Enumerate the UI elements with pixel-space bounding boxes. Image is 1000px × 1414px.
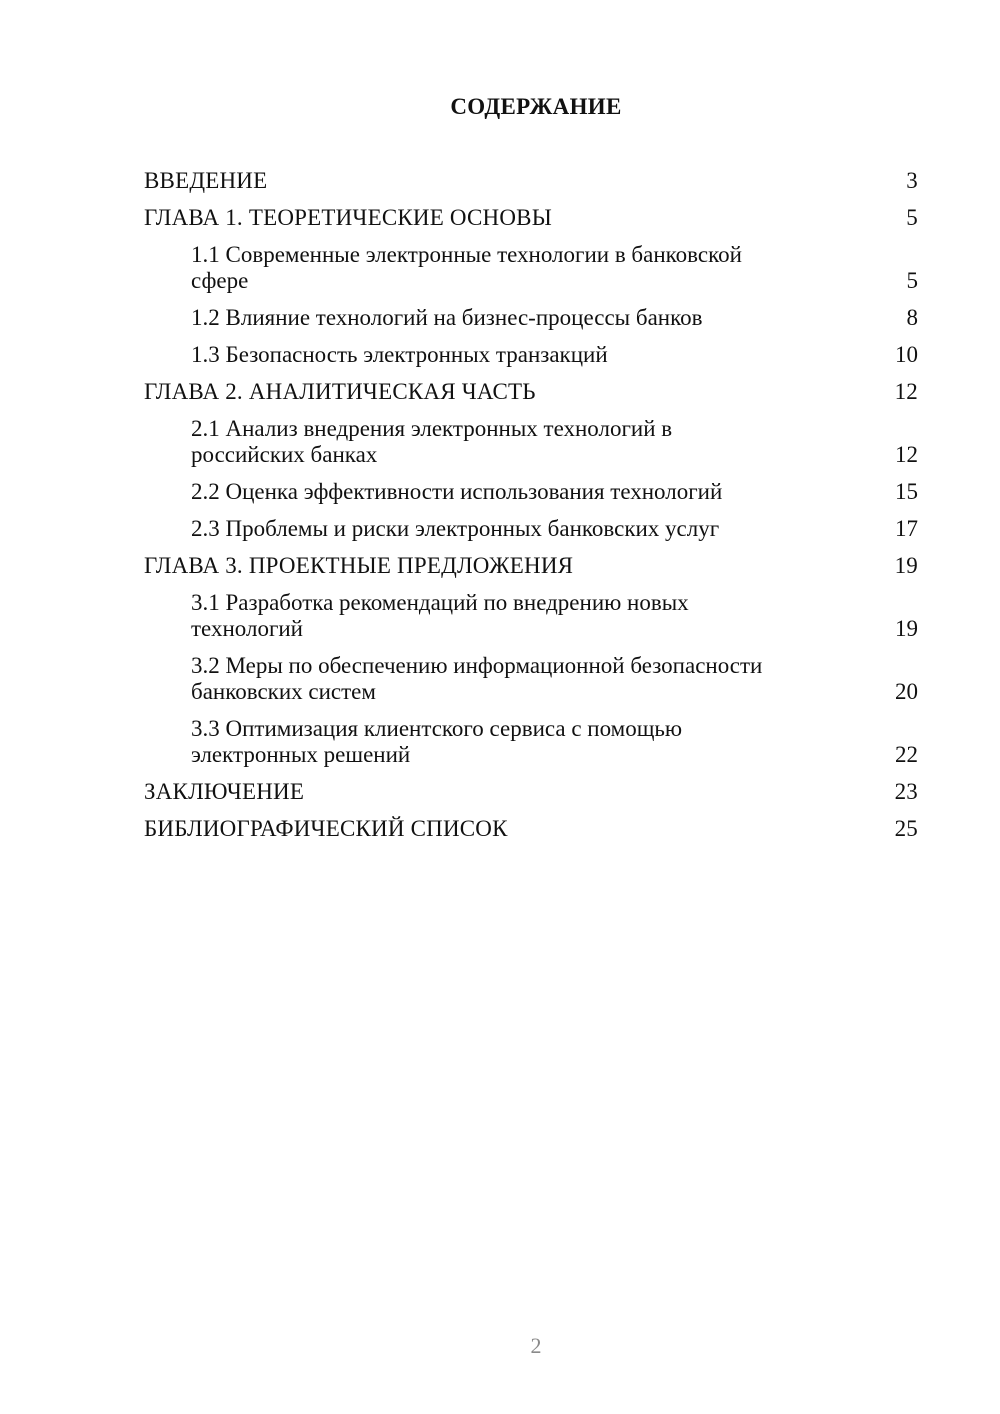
toc-entry-label: 1.1 Современные электронные технологии в банковской сфере (191, 242, 742, 293)
toc-entry-page: 5 (906, 205, 918, 230)
toc-entry-page: 19 (895, 616, 918, 641)
toc-entry-section-3-1[interactable] (144, 590, 918, 642)
toc-entry-label: ГЛАВА 1. ТЕОРЕТИЧЕСКИЕ ОСНОВЫ (144, 205, 552, 230)
toc-entry-page: 22 (895, 742, 918, 767)
toc-entry-bibliography[interactable] (144, 816, 918, 842)
toc-entry-label: ЗАКЛЮЧЕНИЕ (144, 779, 305, 804)
toc-entry-section-1-1[interactable] (144, 242, 918, 294)
toc-entry-label: 2.1 Анализ внедрения электронных технологий в российских банках (191, 416, 673, 467)
toc-entry-label: 1.3 Безопасность электронных транзакций (191, 342, 608, 367)
toc-entry-page: 17 (895, 516, 918, 541)
toc-entry-section-1-3[interactable] (144, 342, 918, 368)
toc-entry-page: 25 (894, 816, 918, 841)
toc-entry-section-3-2[interactable] (144, 653, 918, 705)
toc-entry-section-1-2[interactable] (144, 305, 918, 331)
toc-entry-page: 15 (895, 479, 918, 504)
toc-entry-page: 20 (895, 679, 918, 704)
toc-entry-label: ВВЕДЕНИЕ (144, 168, 268, 193)
toc-entry-chapter-2[interactable] (144, 379, 918, 405)
toc-entry-page: 12 (895, 442, 918, 467)
toc-entry-page: 19 (894, 553, 918, 578)
table-of-contents (144, 168, 918, 853)
toc-entry-page: 3 (906, 168, 918, 193)
toc-entry-section-3-3[interactable] (144, 716, 918, 768)
toc-heading: СОДЕРЖАНИЕ (450, 94, 622, 119)
toc-entry-label: ГЛАВА 3. ПРОЕКТНЫЕ ПРЕДЛОЖЕНИЯ (144, 553, 574, 578)
toc-entry-page: 8 (906, 305, 918, 330)
toc-entry-section-2-3[interactable] (144, 516, 918, 542)
toc-entry-label: 3.2 Меры по обеспечению информационной безопасности банковских систем (191, 653, 763, 704)
toc-entry-page: 12 (894, 379, 918, 404)
toc-entry-conclusion[interactable] (144, 779, 918, 805)
toc-entry-introduction[interactable] (144, 168, 918, 194)
toc-heading-container (144, 94, 928, 120)
toc-entry-label: 2.2 Оценка эффективности использования технологий (191, 479, 723, 504)
toc-entry-label: 3.3 Оптимизация клиентского сервиса с помощью электронных решений (191, 716, 683, 767)
toc-entry-label: ГЛАВА 2. АНАЛИТИЧЕСКАЯ ЧАСТЬ (144, 379, 536, 404)
toc-entry-page: 23 (894, 779, 918, 804)
toc-entry-section-2-1[interactable] (144, 416, 918, 468)
toc-entry-page: 5 (906, 268, 918, 293)
toc-entry-label: БИБЛИОГРАФИЧЕСКИЙ СПИСОК (144, 816, 508, 841)
toc-entry-section-2-2[interactable] (144, 479, 918, 505)
toc-entry-label: 2.3 Проблемы и риски электронных банковских услуг (191, 516, 720, 541)
toc-entry-label: 1.2 Влияние технологий на бизнес-процессы банков (191, 305, 703, 330)
toc-entry-label: 3.1 Разработка рекомендаций по внедрению новых технологий (191, 590, 689, 641)
toc-entry-page: 10 (895, 342, 918, 367)
toc-entry-chapter-3[interactable] (144, 553, 918, 579)
toc-entry-chapter-1[interactable] (144, 205, 918, 231)
page-number: 2 (530, 1333, 542, 1358)
